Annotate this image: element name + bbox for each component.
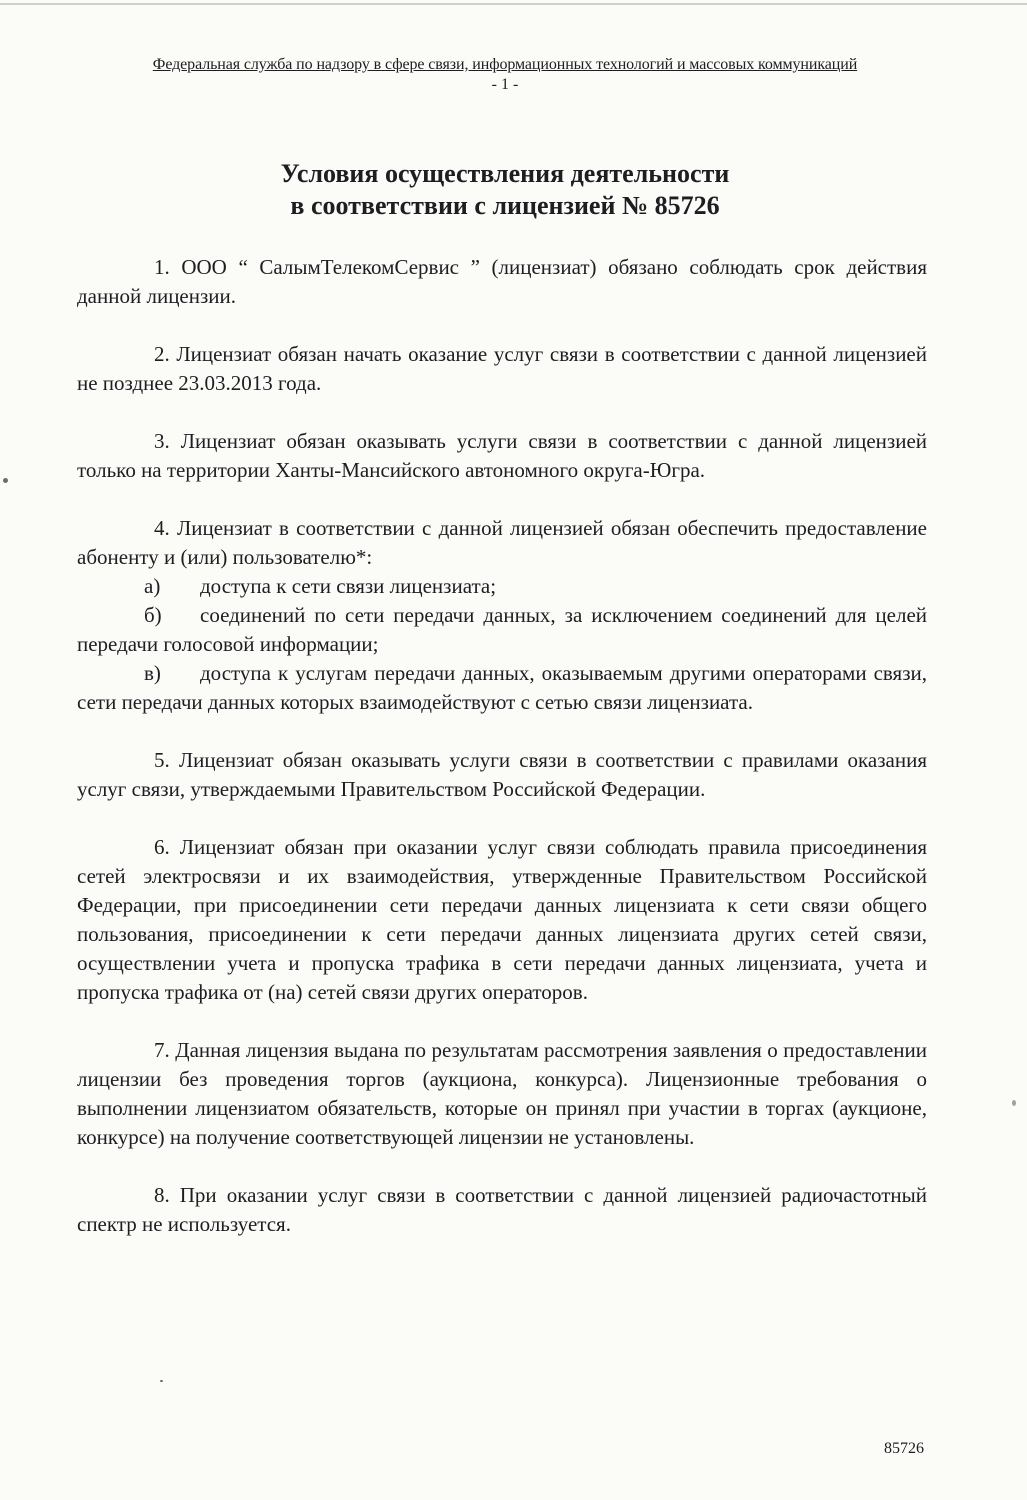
document-title (0, 158, 1010, 222)
title-line-1: Условия осуществления деятельности (280, 159, 730, 188)
item-c-text: доступа к услугам передачи данных, оказываемым другими операторами связи, сети передачи данных которых взаимодействуют с сетью связи лицензиата. (77, 661, 927, 714)
clause-1: 1. ООО “ СалымТелекомСервис ” (лицензиат) обязано соблюдать срок действия данной лицензии. (77, 255, 927, 308)
item-a-text: доступа к сети связи лицензиата; (200, 574, 497, 598)
page-number: - 1 - (491, 76, 519, 93)
clause-4-item-a (77, 572, 927, 601)
clause-4: 4. Лицензиат в соответствии с данной лицензией обязан обеспечить предоставление абоненту и (или) пользователю*: (77, 516, 927, 569)
scan-speck (3, 478, 8, 483)
clause-4-item-b (77, 601, 927, 659)
conditions-body (77, 253, 927, 1239)
clause-3: 3. Лицензиат обязан оказывать услуги связи в соответствии с данной лицензией только на территории Ханты-Мансийского автономного округа-Югра. (77, 429, 927, 482)
item-b-marker: б) (144, 603, 162, 627)
clause-8: 8. При оказании услуг связи в соответствии с данной лицензией радиочастотный спектр не используется. (77, 1183, 927, 1236)
title-line-2: в соответствии с лицензией № 85726 (290, 191, 720, 220)
clause-2: 2. Лицензиат обязан начать оказание услуг связи в соответствии с данной лицензией не позднее 23.03.2013 года. (77, 342, 927, 395)
clause-6: 6. Лицензиат обязан при оказании услуг связи соблюдать правила присоединения сетей электросвязи и их взаимодействия, утвержденные Правительством Российской Федерации, при присоединении сети передачи данных лицензиата к сети связи общего пользования, присоединении к сети передачи данных лицензиата других сетей связи, осуществлении учета и пропуска трафика в сети передачи данных лицензиата, учета и пропуска трафика от (на) сетей связи других операторов. (77, 835, 927, 1004)
scan-speck (160, 1380, 163, 1382)
scan-top-edge (0, 3, 1027, 5)
clause-4-item-c (77, 659, 927, 717)
item-b-text: соединений по сети передачи данных, за исключением соединений для целей передачи голосовой информации; (77, 603, 927, 656)
scan-speck (1012, 1100, 1016, 1106)
item-a-marker: а) (144, 574, 161, 598)
clause-5: 5. Лицензиат обязан оказывать услуги связи в соответствии с правилами оказания услуг связи, утверждаемыми Правительством Российской Федерации. (77, 748, 927, 801)
footer-license-number: 85726 (884, 1440, 924, 1457)
item-c-marker: в) (144, 661, 161, 685)
clause-7: 7. Данная лицензия выдана по результатам рассмотрения заявления о предоставлении лицензии без проведения торгов (аукциона, конкурса). Лицензионные требования о выполнении лицензиатом обязательств, которые он принял при участии в торгах (аукционе, конкурсе) на получение соответствующей лицензии не установлены. (77, 1038, 927, 1149)
agency-header: Федеральная служба по надзору в сфере связи, информационных технологий и массовых коммуникаций (152, 56, 858, 73)
